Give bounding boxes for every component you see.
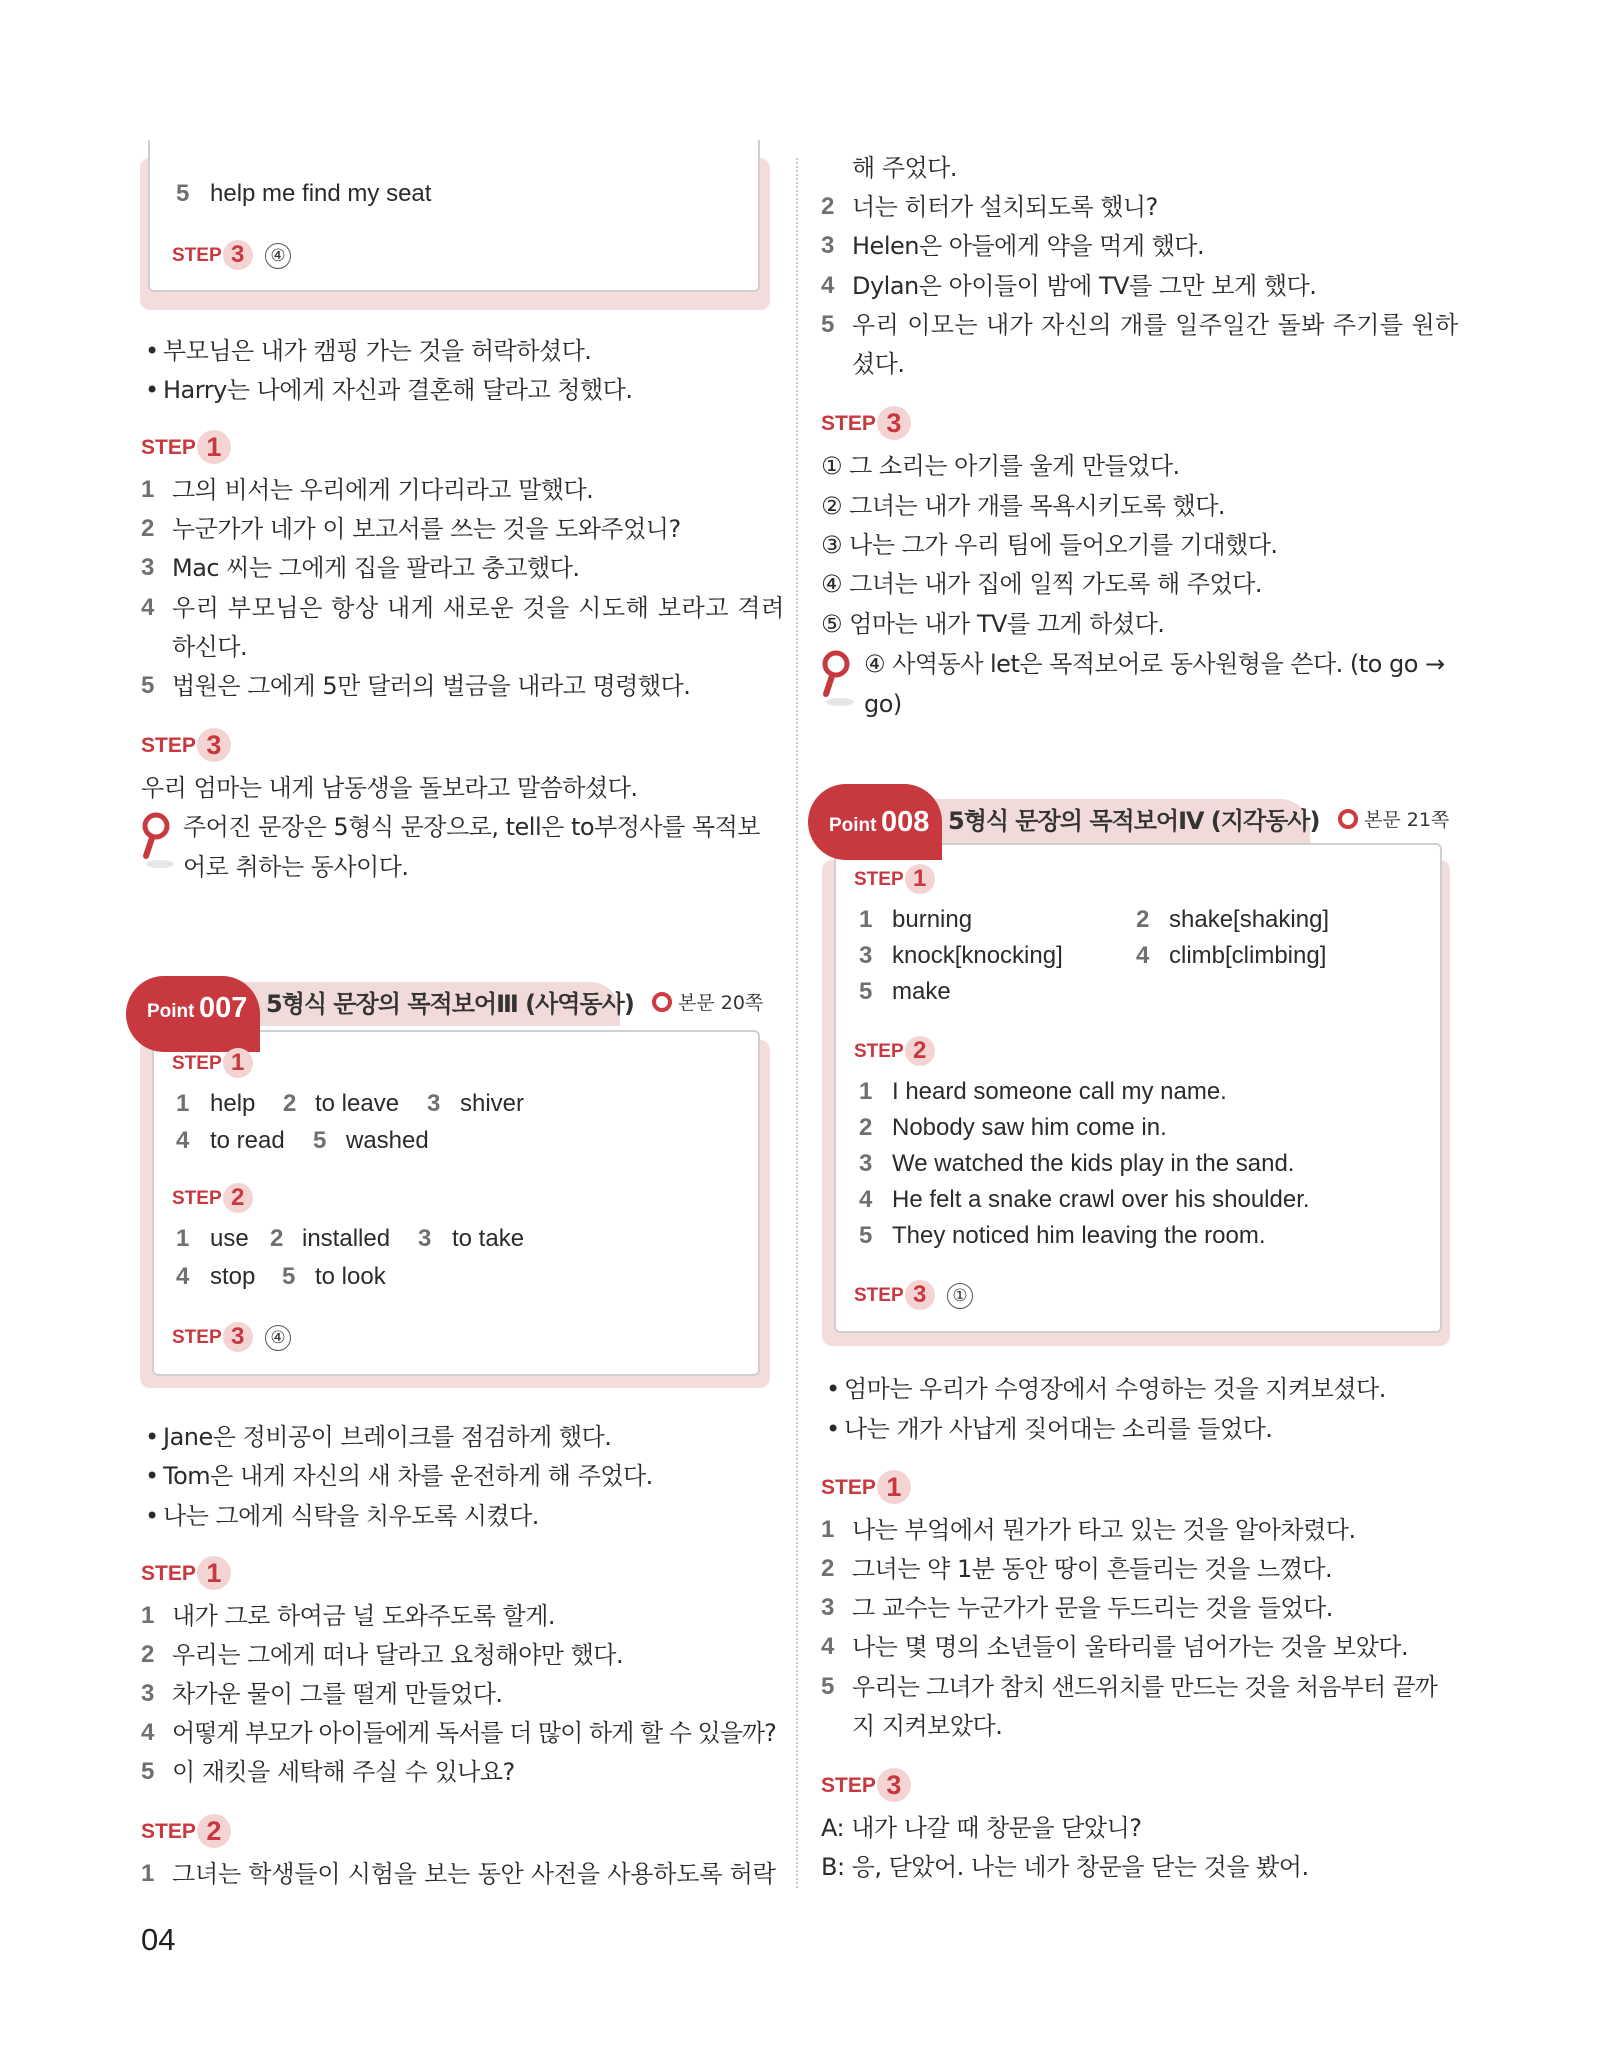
item-number: 2 (821, 193, 835, 220)
answer-text: He felt a snake crawl over his shoulder. (892, 1186, 1310, 1213)
example-sentence: 부모님은 내가 캠핑 가는 것을 허락하셨다. (163, 337, 592, 365)
answer-text: stop (210, 1263, 256, 1290)
dialogue-line: B: 응, 닫았어. 나는 네가 창문을 닫는 것을 봤어. (821, 1853, 1309, 1881)
item-number: 5 (313, 1127, 327, 1154)
step-label: STEP 2 (854, 1036, 935, 1068)
bullet: • (145, 1502, 160, 1530)
step-label: STEP 3 (172, 240, 253, 272)
answer-text: to leave (315, 1090, 400, 1117)
answer-text: Mac 씨는 그에게 집을 팔라고 충고했다. (172, 554, 580, 582)
item-number: 3 (821, 1594, 835, 1621)
item-number: 3 (427, 1090, 441, 1117)
point-badge: Point 007 (126, 976, 260, 1052)
item-number: 1 (859, 906, 873, 933)
answer-text: 우리 부모님은 항상 내게 새로운 것을 시도해 보라고 격려 (172, 594, 785, 622)
answer-choice: ① (947, 1283, 973, 1309)
step-label: STEP 1 (141, 430, 231, 466)
answer-text: 우리는 그녀가 참치 샌드위치를 만드는 것을 처음부터 끝까 (852, 1673, 1438, 1701)
answer-text: make (892, 978, 951, 1005)
item-number: 1 (176, 1090, 190, 1117)
item-number: 1 (821, 1516, 835, 1543)
example-sentence: 엄마는 우리가 수영장에서 수영하는 것을 지켜보셨다. (844, 1375, 1386, 1403)
example-sentence: 나는 그에게 식탁을 치우도록 시켰다. (163, 1502, 539, 1530)
answer-text: We watched the kids play in the sand. (892, 1150, 1295, 1177)
answer-text: 어떻게 부모가 아이들에게 독서를 더 많이 하게 할 수 있을까? (172, 1719, 776, 1747)
answer-text: help (210, 1090, 256, 1117)
item-number: 3 (418, 1225, 432, 1252)
item-number: 4 (821, 272, 835, 299)
point-badge: Point 008 (808, 784, 942, 860)
answer-text: burning (892, 906, 973, 933)
answer-text: shiver (460, 1090, 525, 1117)
answer-text: They noticed him leaving the room. (892, 1222, 1266, 1249)
answer-text: knock[knocking] (892, 942, 1063, 969)
step-label: STEP 2 (172, 1183, 253, 1215)
answer-text: I heard someone call my name. (892, 1078, 1227, 1105)
answer-text: 그 교수는 누군가가 문을 두드리는 것을 들었다. (852, 1594, 1333, 1622)
answer-text: use (210, 1225, 249, 1252)
answer-choice-text: ③ 나는 그가 우리 팀에 들어오기를 기대했다. (821, 531, 1278, 559)
answer-text: 차가운 물이 그를 떨게 만들었다. (172, 1680, 503, 1708)
item-number: 3 (859, 1150, 873, 1177)
answer-text: Dylan은 아이들이 밤에 TV를 그만 보게 했다. (852, 272, 1317, 300)
example-sentence: Jane은 정비공이 브레이크를 점검하게 했다. (163, 1423, 612, 1451)
item-number: 3 (141, 1680, 155, 1707)
step-label: STEP 1 (141, 1556, 231, 1592)
example-sentence: Harry는 나에게 자신과 결혼해 달라고 청했다. (163, 376, 633, 404)
answer-text: 법원은 그에게 5만 달러의 벌금을 내라고 명령했다. (172, 672, 691, 700)
page-number: 04 (141, 1922, 176, 1957)
column-divider (796, 158, 798, 1888)
answer-text: 우리 엄마는 내게 남동생을 돌보라고 말씀하셨다. (141, 774, 638, 802)
hint-text: ④ 사역동사 let은 목적보어로 동사원형을 쓴다. (to go → (864, 650, 1445, 678)
page-reference: 본문 20쪽 (652, 990, 763, 1016)
reference-dot-icon (1338, 809, 1358, 829)
bullet: • (145, 1462, 160, 1490)
bullet: • (145, 337, 160, 365)
reference-dot-icon (652, 992, 672, 1012)
item-number: 2 (821, 1555, 835, 1582)
step-label: STEP 3 (821, 1768, 911, 1804)
bullet: • (145, 1423, 160, 1451)
step-label: STEP 3 (141, 728, 231, 764)
point-title: 5형식 문장의 목적보어Ⅳ (지각동사) (948, 807, 1320, 835)
answer-text: 나는 부엌에서 뭔가가 타고 있는 것을 알아차렸다. (852, 1516, 1356, 1544)
answer-text: shake[shaking] (1169, 906, 1330, 933)
item-number: 5 (176, 180, 190, 207)
dialogue-line: A: 내가 나갈 때 창문을 닫았니? (821, 1814, 1142, 1842)
answer-text: 그녀는 학생들이 시험을 보는 동안 사전을 사용하도록 허락 (172, 1860, 776, 1888)
item-number: 4 (1136, 942, 1150, 969)
answer-text-continued: 셨다. (852, 350, 905, 378)
answer-text: washed (346, 1127, 429, 1154)
step-label: STEP 1 (854, 864, 935, 896)
answer-text: 너는 히터가 설치되도록 했니? (852, 193, 1158, 221)
answer-choice-text: ① 그 소리는 아기를 울게 만들었다. (821, 452, 1180, 480)
hint-text: 주어진 문장은 5형식 문장으로, tell은 to부정사를 목적보 (183, 813, 760, 841)
item-number: 5 (821, 1673, 835, 1700)
item-number: 2 (270, 1225, 284, 1252)
answer-choice-text: ⑤ 엄마는 내가 TV를 끄게 하셨다. (821, 610, 1165, 638)
step-label: STEP 3 (854, 1280, 935, 1312)
magnifier-hint-icon (820, 650, 856, 710)
item-number: 4 (141, 1719, 155, 1746)
answer-text: 이 재킷을 세탁해 주실 수 있나요? (172, 1758, 515, 1786)
item-number: 4 (176, 1263, 190, 1290)
item-number: 2 (141, 1641, 155, 1668)
item-number: 5 (141, 672, 155, 699)
item-number: 1 (141, 1860, 155, 1887)
item-number: 1 (141, 1602, 155, 1629)
example-sentence: 나는 개가 사납게 짖어대는 소리를 들었다. (844, 1415, 1273, 1443)
answer-choice-text: ② 그녀는 내가 개를 목욕시키도록 했다. (821, 492, 1226, 520)
bullet: • (826, 1415, 841, 1443)
item-number: 2 (283, 1090, 297, 1117)
answer-text: to read (210, 1127, 285, 1154)
answer-text-continued: 해 주었다. (852, 154, 957, 182)
step-label: STEP 1 (821, 1470, 911, 1506)
item-number: 4 (859, 1186, 873, 1213)
step-label: STEP 3 (821, 406, 911, 442)
item-number: 1 (859, 1078, 873, 1105)
page-reference: 본문 21쪽 (1338, 807, 1449, 833)
item-number: 5 (859, 978, 873, 1005)
answer-text: 내가 그로 하여금 널 도와주도록 할게. (172, 1602, 556, 1630)
item-number: 4 (821, 1633, 835, 1660)
answer-text: 그의 비서는 우리에게 기다리라고 말했다. (172, 476, 594, 504)
answer-text: 그녀는 약 1분 동안 땅이 흔들리는 것을 느꼈다. (852, 1555, 1333, 1583)
item-number: 3 (141, 554, 155, 581)
item-number: 4 (141, 594, 155, 621)
answer-text: climb[climbing] (1169, 942, 1327, 969)
step-label: STEP 1 (172, 1048, 253, 1080)
hint-text: go) (864, 690, 902, 718)
magnifier-hint-icon (140, 812, 176, 872)
answer-choice: ④ (265, 1325, 291, 1351)
item-number: 1 (176, 1225, 190, 1252)
step-label: STEP 3 (172, 1322, 253, 1354)
answer-text: to take (452, 1225, 525, 1252)
item-number: 5 (141, 1758, 155, 1785)
item-number: 3 (859, 942, 873, 969)
answer-text: installed (302, 1225, 391, 1252)
item-number: 1 (141, 476, 155, 503)
hint-text: 어로 취하는 동사이다. (183, 853, 409, 881)
item-number: 2 (859, 1114, 873, 1141)
answer-choice: ④ (265, 243, 291, 269)
answer-text-continued: 지 지켜보았다. (852, 1712, 1003, 1740)
bullet: • (145, 376, 160, 404)
answer-choice-text: ④ 그녀는 내가 집에 일찍 가도록 해 주었다. (821, 570, 1262, 598)
item-number: 2 (141, 515, 155, 542)
item-number: 4 (176, 1127, 190, 1154)
item-number: 5 (282, 1263, 296, 1290)
answer-text: Helen은 아들에게 약을 먹게 했다. (852, 232, 1205, 260)
bullet: • (826, 1375, 841, 1403)
answer-text: 우리는 그에게 떠나 달라고 요청해야만 했다. (172, 1641, 624, 1669)
item-number: 3 (821, 232, 835, 259)
item-number: 5 (821, 311, 835, 338)
example-sentence: Tom은 내게 자신의 새 차를 운전하게 해 주었다. (163, 1462, 653, 1490)
answer-text: 우리 이모는 내가 자신의 개를 일주일간 돌봐 주기를 원하 (852, 311, 1459, 339)
answer-text: Nobody saw him come in. (892, 1114, 1167, 1141)
answer-text: to look (315, 1263, 386, 1290)
item-number: 2 (1136, 906, 1150, 933)
answer-text-continued: 하신다. (172, 633, 248, 661)
answer-text: 누군가가 네가 이 보고서를 쓰는 것을 도와주었니? (172, 515, 681, 543)
point-title: 5형식 문장의 목적보어Ⅲ (사역동사) (266, 990, 634, 1018)
item-number: 5 (859, 1222, 873, 1249)
step-label: STEP 2 (141, 1814, 231, 1850)
answer-text: help me find my seat (210, 180, 432, 207)
answer-text: 나는 몇 명의 소년들이 울타리를 넘어가는 것을 보았다. (852, 1633, 1409, 1661)
